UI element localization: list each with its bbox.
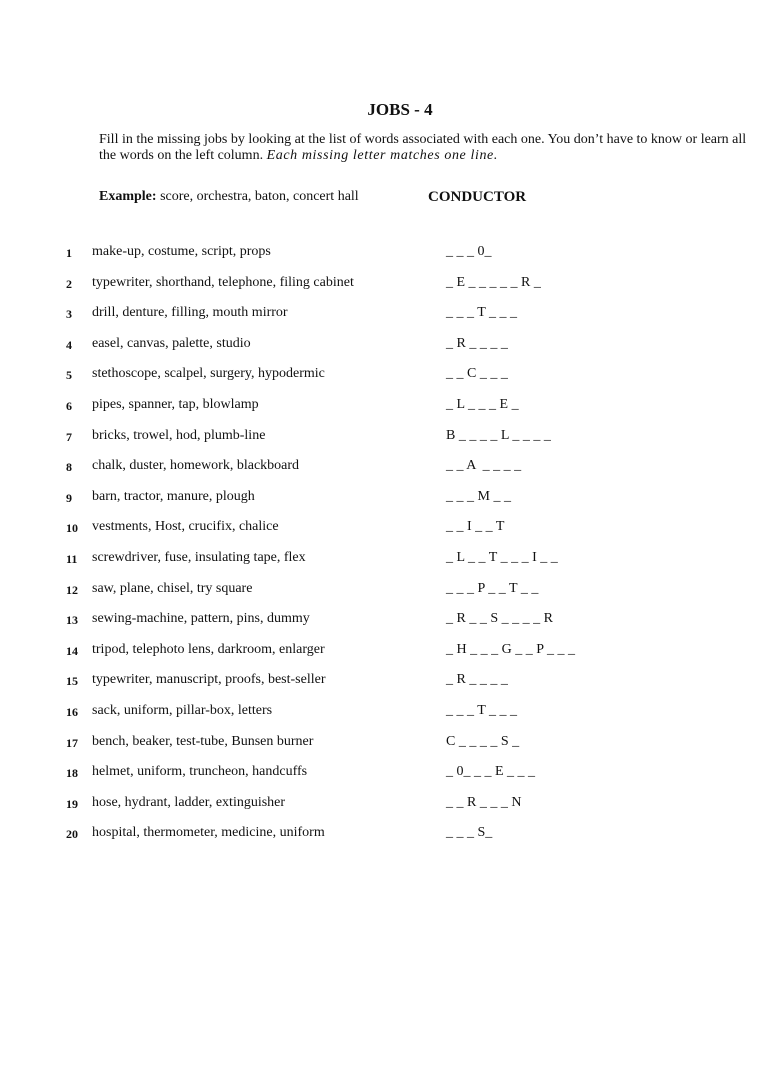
example-label: Example: <box>99 189 157 204</box>
answer-blanks: _ _ _ S_ <box>446 825 493 841</box>
question-number: 5 <box>66 368 72 383</box>
answer-blanks: _ _ I _ _ T <box>446 519 505 535</box>
question-words: easel, canvas, palette, studio <box>92 335 251 351</box>
question-words: typewriter, shorthand, telephone, filing cabinet <box>92 274 354 290</box>
question-words: bench, beaker, test-tube, Bunsen burner <box>92 733 314 749</box>
example-answer: CONDUCTOR <box>428 189 527 205</box>
answer-blanks: _ E _ _ _ _ _ R _ <box>446 274 541 290</box>
question-number: 12 <box>66 582 78 597</box>
question-number: 8 <box>66 460 72 475</box>
question-row <box>0 428 768 448</box>
question-row <box>0 366 768 386</box>
question-row <box>0 489 768 509</box>
question-words: pipes, spanner, tap, blowlamp <box>92 397 259 412</box>
question-number: 3 <box>66 307 72 322</box>
answer-blanks: _ L _ _ _ E _ <box>446 397 519 412</box>
answer-blanks: _ _ A _ _ _ _ <box>446 458 522 474</box>
answer-blanks: _ R _ _ _ _ <box>446 672 508 688</box>
instructions-text: Fill in the missing jobs by looking at the list of words associated with each one. You don’t have to know or learn all the words on the left column. <box>99 132 747 163</box>
question-number: 1 <box>66 246 72 260</box>
question-row <box>0 672 768 692</box>
question-number: 18 <box>66 766 78 781</box>
question-words: helmet, uniform, truncheon, handcuffs <box>92 764 308 780</box>
question-row <box>0 642 768 662</box>
answer-blanks: _ _ _ P _ _ T _ _ <box>446 580 539 596</box>
question-number: 9 <box>66 490 72 505</box>
question-row <box>0 825 768 845</box>
question-number: 2 <box>66 276 72 291</box>
answer-blanks: _ L _ _ T _ _ _ I _ _ <box>446 550 558 565</box>
instructions-italic: Each missing letter matches one line. <box>266 148 498 163</box>
question-number: 6 <box>66 399 72 413</box>
answer-blanks: _ _ _ T _ _ _ <box>446 703 518 718</box>
question-words: hose, hydrant, ladder, extinguisher <box>92 794 286 810</box>
question-words: drill, denture, filling, mouth mirror <box>92 305 288 321</box>
question-words: sewing-machine, pattern, pins, dummy <box>92 611 310 627</box>
question-words: stethoscope, scalpel, surgery, hypodermic <box>92 366 325 382</box>
page-title: JOBS - 4 <box>367 100 433 119</box>
question-number: 16 <box>66 705 78 719</box>
question-row <box>0 611 768 631</box>
question-words: typewriter, manuscript, proofs, best-seller <box>92 672 326 688</box>
question-row <box>0 764 768 784</box>
answer-blanks: _ _ R _ _ _ N <box>446 794 522 810</box>
question-number: 15 <box>66 674 78 689</box>
question-number: 20 <box>66 827 78 842</box>
question-row <box>0 275 768 295</box>
answer-blanks: _ H _ _ _ G _ _ P _ _ _ <box>446 641 575 657</box>
question-row <box>0 519 768 539</box>
question-number: 10 <box>66 521 78 536</box>
question-number: 11 <box>66 552 78 566</box>
question-number: 19 <box>66 796 78 811</box>
question-number: 4 <box>66 337 72 352</box>
answer-blanks: _ R _ _ _ _ <box>446 335 508 351</box>
question-words: bricks, trowel, hod, plumb-line <box>92 427 266 443</box>
question-words: hospital, thermometer, medicine, uniform <box>92 825 325 841</box>
question-words: chalk, duster, homework, blackboard <box>92 458 300 474</box>
question-words: tripod, telephoto lens, darkroom, enlarger <box>92 641 325 657</box>
answer-blanks: _ 0_ _ _ E _ _ _ <box>446 764 536 780</box>
question-words: vestments, Host, crucifix, chalice <box>92 519 279 535</box>
question-row <box>0 305 768 325</box>
question-row <box>0 397 768 417</box>
question-row <box>0 550 768 570</box>
question-words: barn, tractor, manure, plough <box>92 488 255 504</box>
question-words: make-up, costume, script, props <box>92 244 271 259</box>
question-number: 13 <box>66 613 78 628</box>
answer-blanks: _ _ _ T _ _ _ <box>446 305 518 321</box>
question-row <box>0 336 768 356</box>
question-row <box>0 458 768 478</box>
question-row <box>0 795 768 815</box>
question-words: screwdriver, fuse, insulating tape, flex <box>92 550 306 565</box>
instructions <box>99 132 759 164</box>
question-number: 14 <box>66 643 78 658</box>
question-number: 7 <box>66 429 72 444</box>
question-number: 17 <box>66 735 78 750</box>
example-words: score, orchestra, baton, concert hall <box>156 189 359 204</box>
question-row <box>0 703 768 723</box>
answer-blanks: _ _ _ M _ _ <box>446 488 511 504</box>
answer-blanks: _ R _ _ S _ _ _ _ R <box>446 611 553 627</box>
example-row <box>99 189 759 205</box>
answer-blanks: _ _ C _ _ _ <box>446 366 508 382</box>
question-row <box>0 244 768 264</box>
question-words: saw, plane, chisel, try square <box>92 580 253 596</box>
answer-blanks: _ _ _ 0_ <box>446 244 492 259</box>
question-row <box>0 734 768 754</box>
answer-blanks: C _ _ _ _ S _ <box>446 733 520 749</box>
answer-blanks: B _ _ _ _ L _ _ _ _ <box>446 427 551 443</box>
question-words: sack, uniform, pillar-box, letters <box>92 703 273 718</box>
question-row <box>0 581 768 601</box>
